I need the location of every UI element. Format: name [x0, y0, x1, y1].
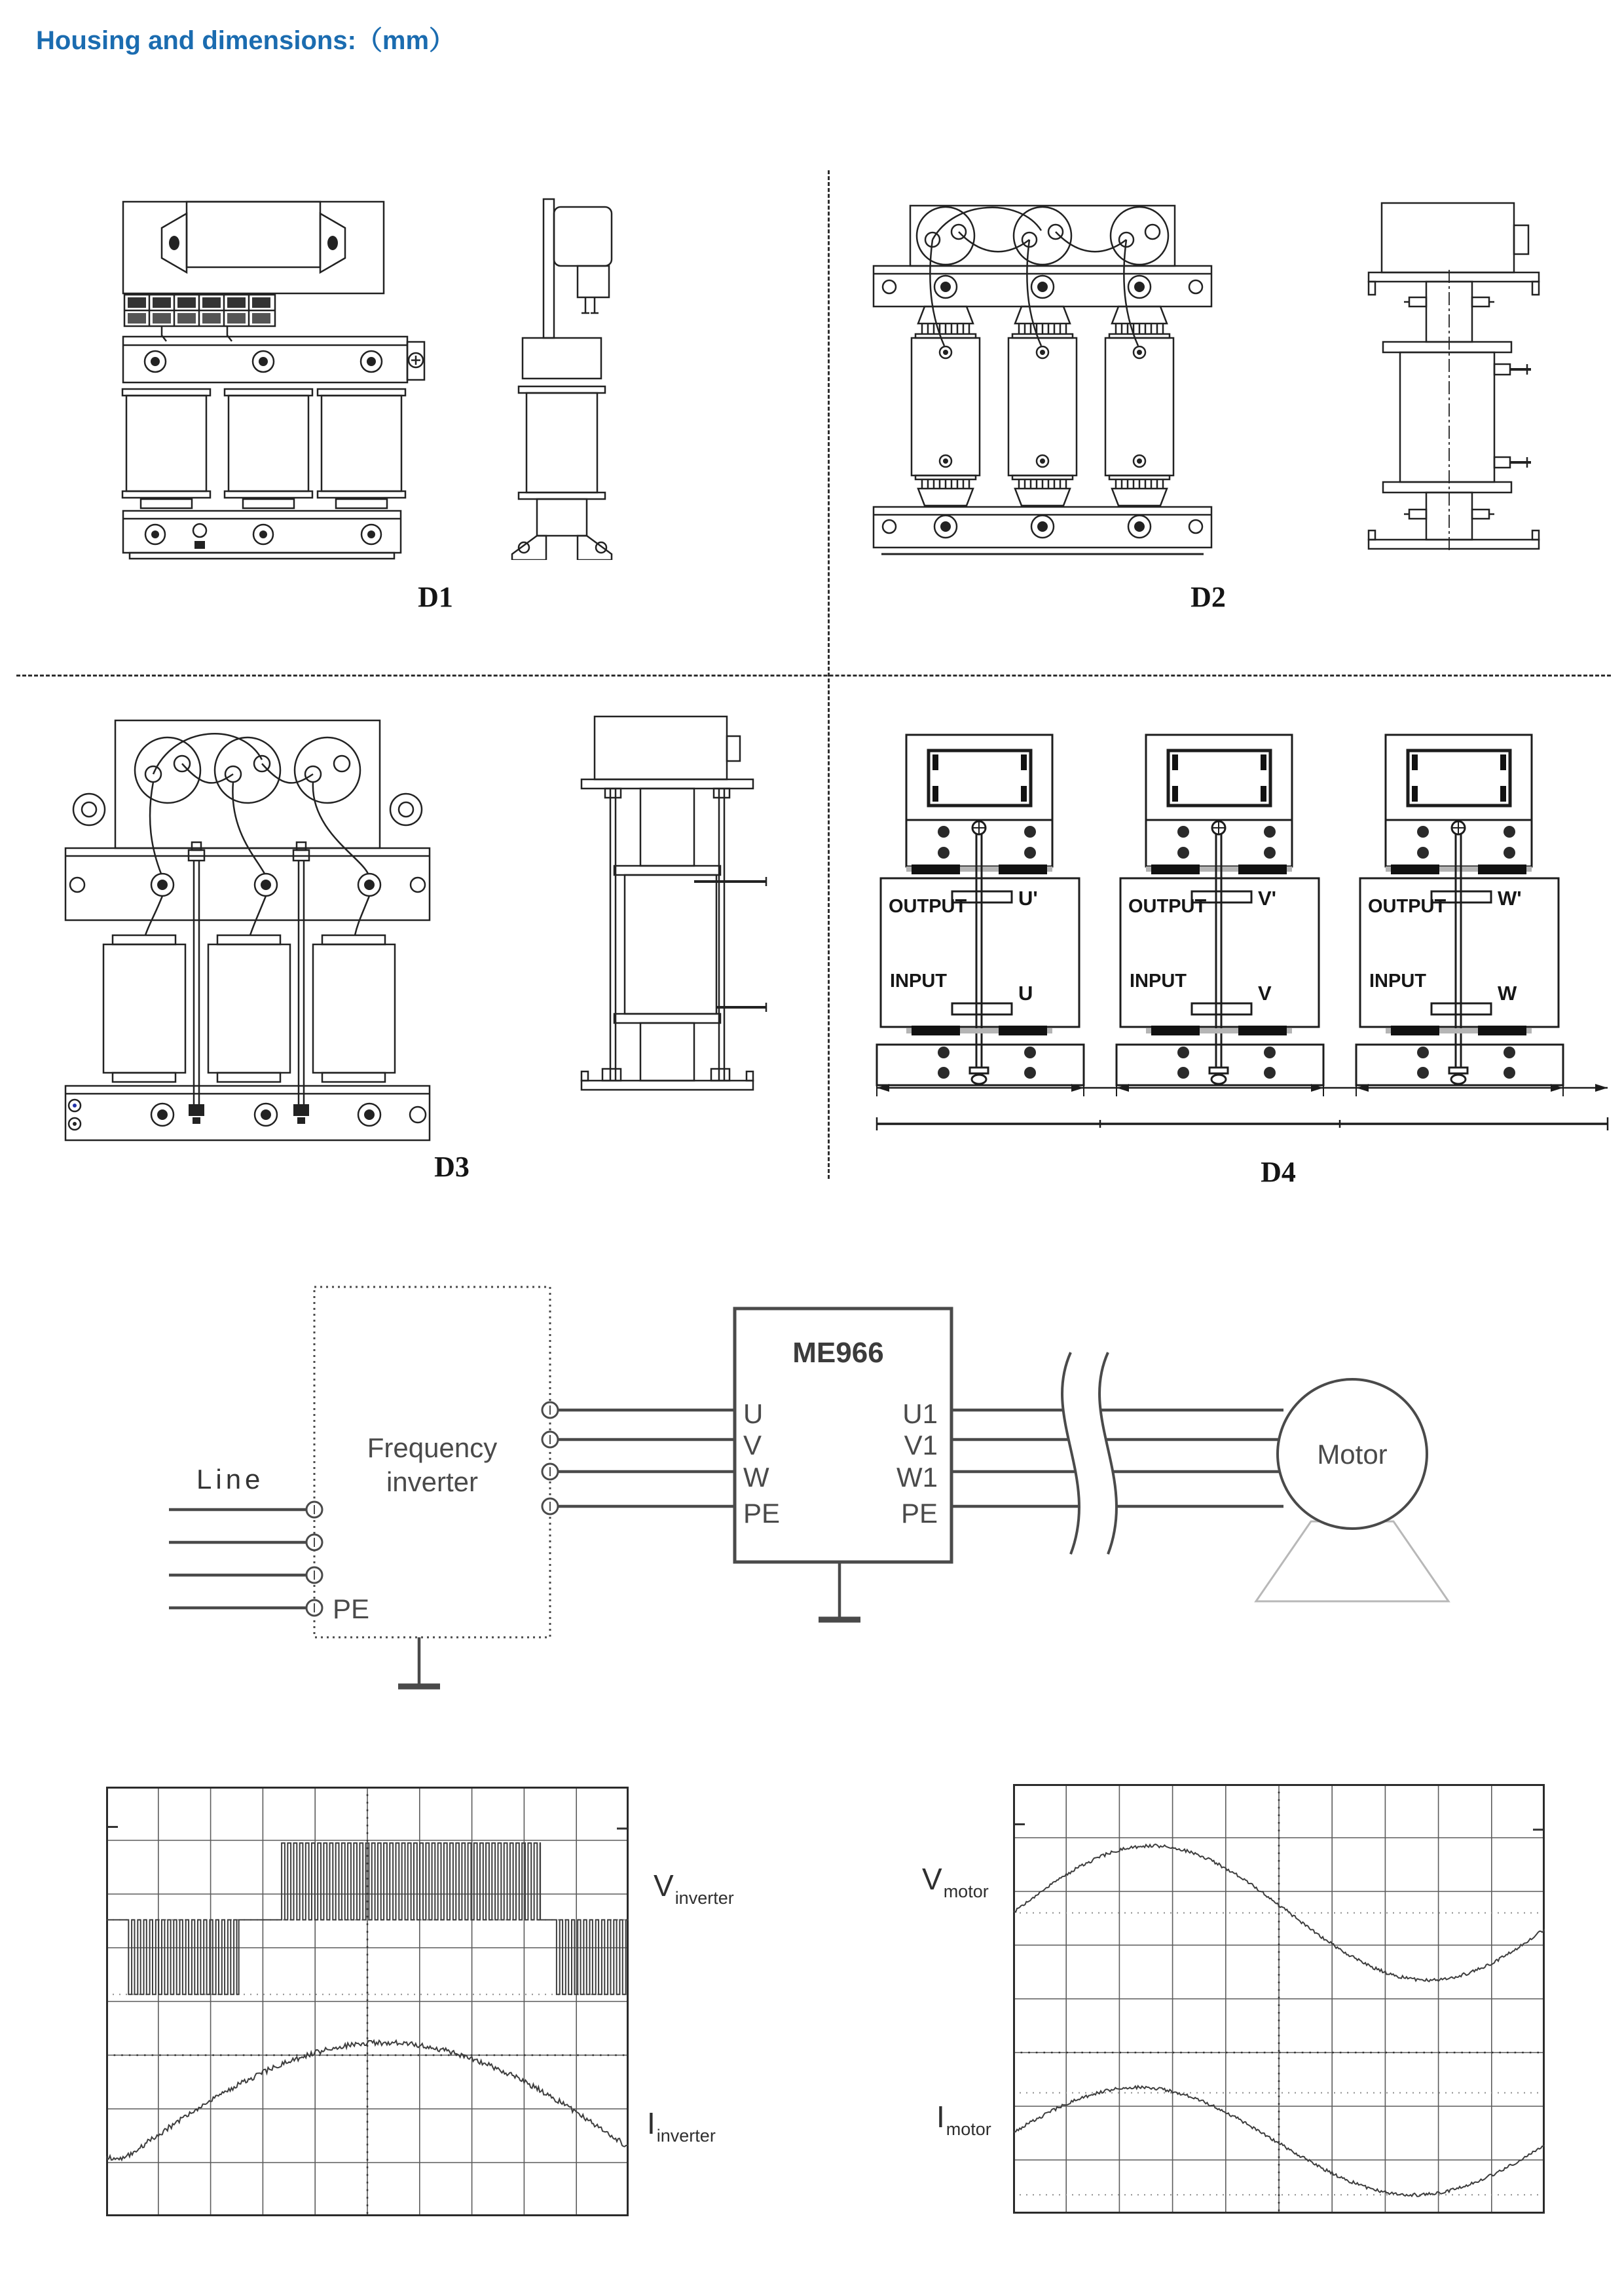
v-motor-label-sub: motor: [943, 1882, 989, 1901]
i-inverter-label-sub: inverter: [656, 2126, 716, 2146]
inverter-waveform-chart: [106, 1787, 629, 2216]
v-motor-label-main: V: [922, 1862, 942, 1896]
i-motor-label: [936, 2099, 991, 2139]
me966-pin-u1: U1: [902, 1398, 938, 1429]
figure-label-d3: D3: [434, 1151, 470, 1183]
motor-waveform-chart: [1013, 1784, 1545, 2214]
d4-unit-v: [1116, 735, 1323, 1085]
i-motor-label-main: I: [936, 2100, 945, 2134]
d4-output-label: OUTPUT: [889, 896, 967, 917]
line-label: Line: [196, 1464, 265, 1495]
d4-output-label: OUTPUT: [1128, 896, 1207, 917]
pe-input-label: PE: [333, 1593, 370, 1624]
d4-input-terminal: U: [1018, 982, 1033, 1005]
cable-break-icon: [1062, 1352, 1116, 1554]
v-inverter-label: [654, 1868, 734, 1908]
v-motor-label: [922, 1861, 989, 1901]
i-motor-label-sub: motor: [946, 2119, 991, 2139]
me966-pin-v1: V1: [904, 1430, 938, 1460]
motor-pedestal: [1256, 1521, 1449, 1601]
d4-output-terminal: V': [1258, 887, 1277, 910]
d4-dimension-lines: [877, 1079, 1608, 1130]
d4-input-label: INPUT: [890, 971, 947, 992]
i-inverter-label: [647, 2106, 716, 2146]
d4-input-terminal: W: [1498, 982, 1517, 1005]
d4-output-terminal: U': [1018, 887, 1038, 910]
d4-unit-w: [1356, 735, 1563, 1085]
motor-label: Motor: [1317, 1439, 1388, 1470]
v-inverter-label-sub: inverter: [674, 1888, 734, 1908]
d3-front-view-drawing: [64, 719, 431, 1142]
figure-label-d4: D4: [1261, 1156, 1296, 1188]
me966-pin-u: U: [743, 1398, 764, 1429]
figure-label-d1: D1: [418, 581, 453, 613]
d4-three-unit-drawing: [864, 720, 1611, 1179]
frequency-inverter-label-line2: inverter: [386, 1466, 479, 1497]
d3-side-view-drawing: [575, 715, 771, 1141]
d4-output-terminal: W': [1498, 887, 1522, 910]
d1-front-view-drawing: [121, 196, 429, 560]
d4-output-label: OUTPUT: [1368, 896, 1447, 917]
frequency-inverter-label-line1: Frequency: [367, 1432, 498, 1463]
quadrant-divider-horizontal: [16, 675, 1611, 677]
me966-pin-w1: W1: [896, 1462, 938, 1493]
figure-label-d2: D2: [1190, 581, 1226, 613]
ground-symbol-inverter: [398, 1637, 440, 1686]
d4-unit-u: [877, 735, 1084, 1085]
v-inverter-label-main: V: [654, 1869, 674, 1903]
me966-pin-pe: PE: [743, 1498, 781, 1529]
me966-pin-w: W: [743, 1462, 769, 1493]
d2-front-view-drawing: [872, 204, 1213, 561]
d4-input-label: INPUT: [1130, 971, 1187, 992]
me966-title: ME966: [792, 1337, 884, 1369]
i-inverter-label-main: I: [647, 2106, 655, 2140]
quadrant-divider-vertical: [828, 170, 830, 1179]
d4-input-terminal: V: [1258, 982, 1272, 1005]
page-title: Housing and dimensions:（mm）: [36, 26, 456, 55]
me966-pin-pe1: PE: [900, 1498, 938, 1529]
me966-pin-v: V: [743, 1430, 762, 1460]
d2-side-view-drawing: [1363, 202, 1563, 562]
wiring-diagram: [157, 1261, 1480, 1713]
d4-input-label: INPUT: [1369, 971, 1426, 992]
d1-side-view-drawing: [486, 196, 633, 560]
ground-symbol-me966: [819, 1562, 860, 1620]
